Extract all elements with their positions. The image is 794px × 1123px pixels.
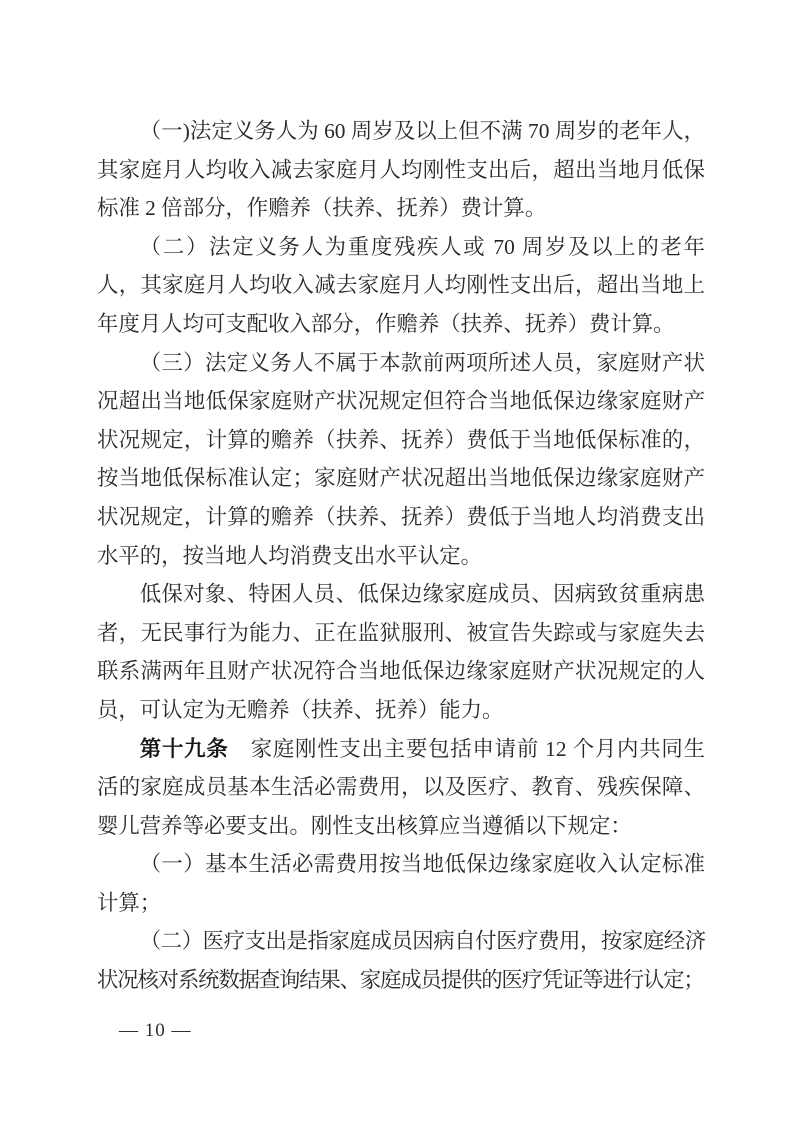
page-number: — 10 —: [119, 1020, 192, 1041]
clause-item-1: （一)法定义务人为 60 周岁及以上但不满 70 周岁的老年人，其家庭月人均收入减去家庭月人均刚性支出后，超出当地月低保标准 2 倍部分，作赡养（扶养、抚养）费计算。: [97, 119, 705, 221]
paragraph-no-support-capacity: 低保对象、特困人员、低保边缘家庭成员、因病致贫重病患者，无民事行为能力、正在监狱服刑、被宣告失踪或与家庭失去联系满两年且财产状况符合当地低保边缘家庭财产状况规定的人员，可认定为无赡养（扶养、抚养）能力。: [97, 582, 705, 722]
clause-item-2: （二）法定义务人为重度残疾人或 70 周岁及以上的老年人，其家庭月人均收入减去家庭月人均刚性支出后，超出当地上年度月人均可支配收入部分，作赡养（扶养、抚养）费计算。: [97, 234, 705, 336]
paragraph-article-19: [97, 730, 705, 846]
rule-item-2: （二）医疗支出是指家庭成员因病自付医疗费用，按家庭经济状况核对系统数据查询结果、家庭成员提供的医疗凭证等进行认定；: [97, 929, 705, 993]
clause-item-3: （三）法定义务人不属于本款前两项所述人员，家庭财产状况超出当地低保家庭财产状况规定但符合当地低保边缘家庭财产状况规定，计算的赡养（扶养、抚养）费低于当地低保标准的，按当地低保标准认定；家庭财产状况超出当地低保边缘家庭财产状况规定，计算的赡养（扶养、抚养）费低于当地人均消费支出水平的，按当地人均消费支出水平认定。: [97, 350, 705, 568]
article-19-number: 第十九条: [139, 736, 229, 761]
rule-item-1: （一）基本生活必需费用按当地低保边缘家庭收入认定标准计算；: [97, 852, 705, 915]
article-19-text: 家庭刚性支出主要包括申请前 12 个月内共同生活的家庭成员基本生活必需费用，以及医疗、教育、残疾保障、婴儿营养等必要支出。刚性支出核算应当遵循以下规定：: [97, 736, 705, 838]
page-footer: [119, 1017, 192, 1045]
document-body: [97, 112, 705, 1000]
